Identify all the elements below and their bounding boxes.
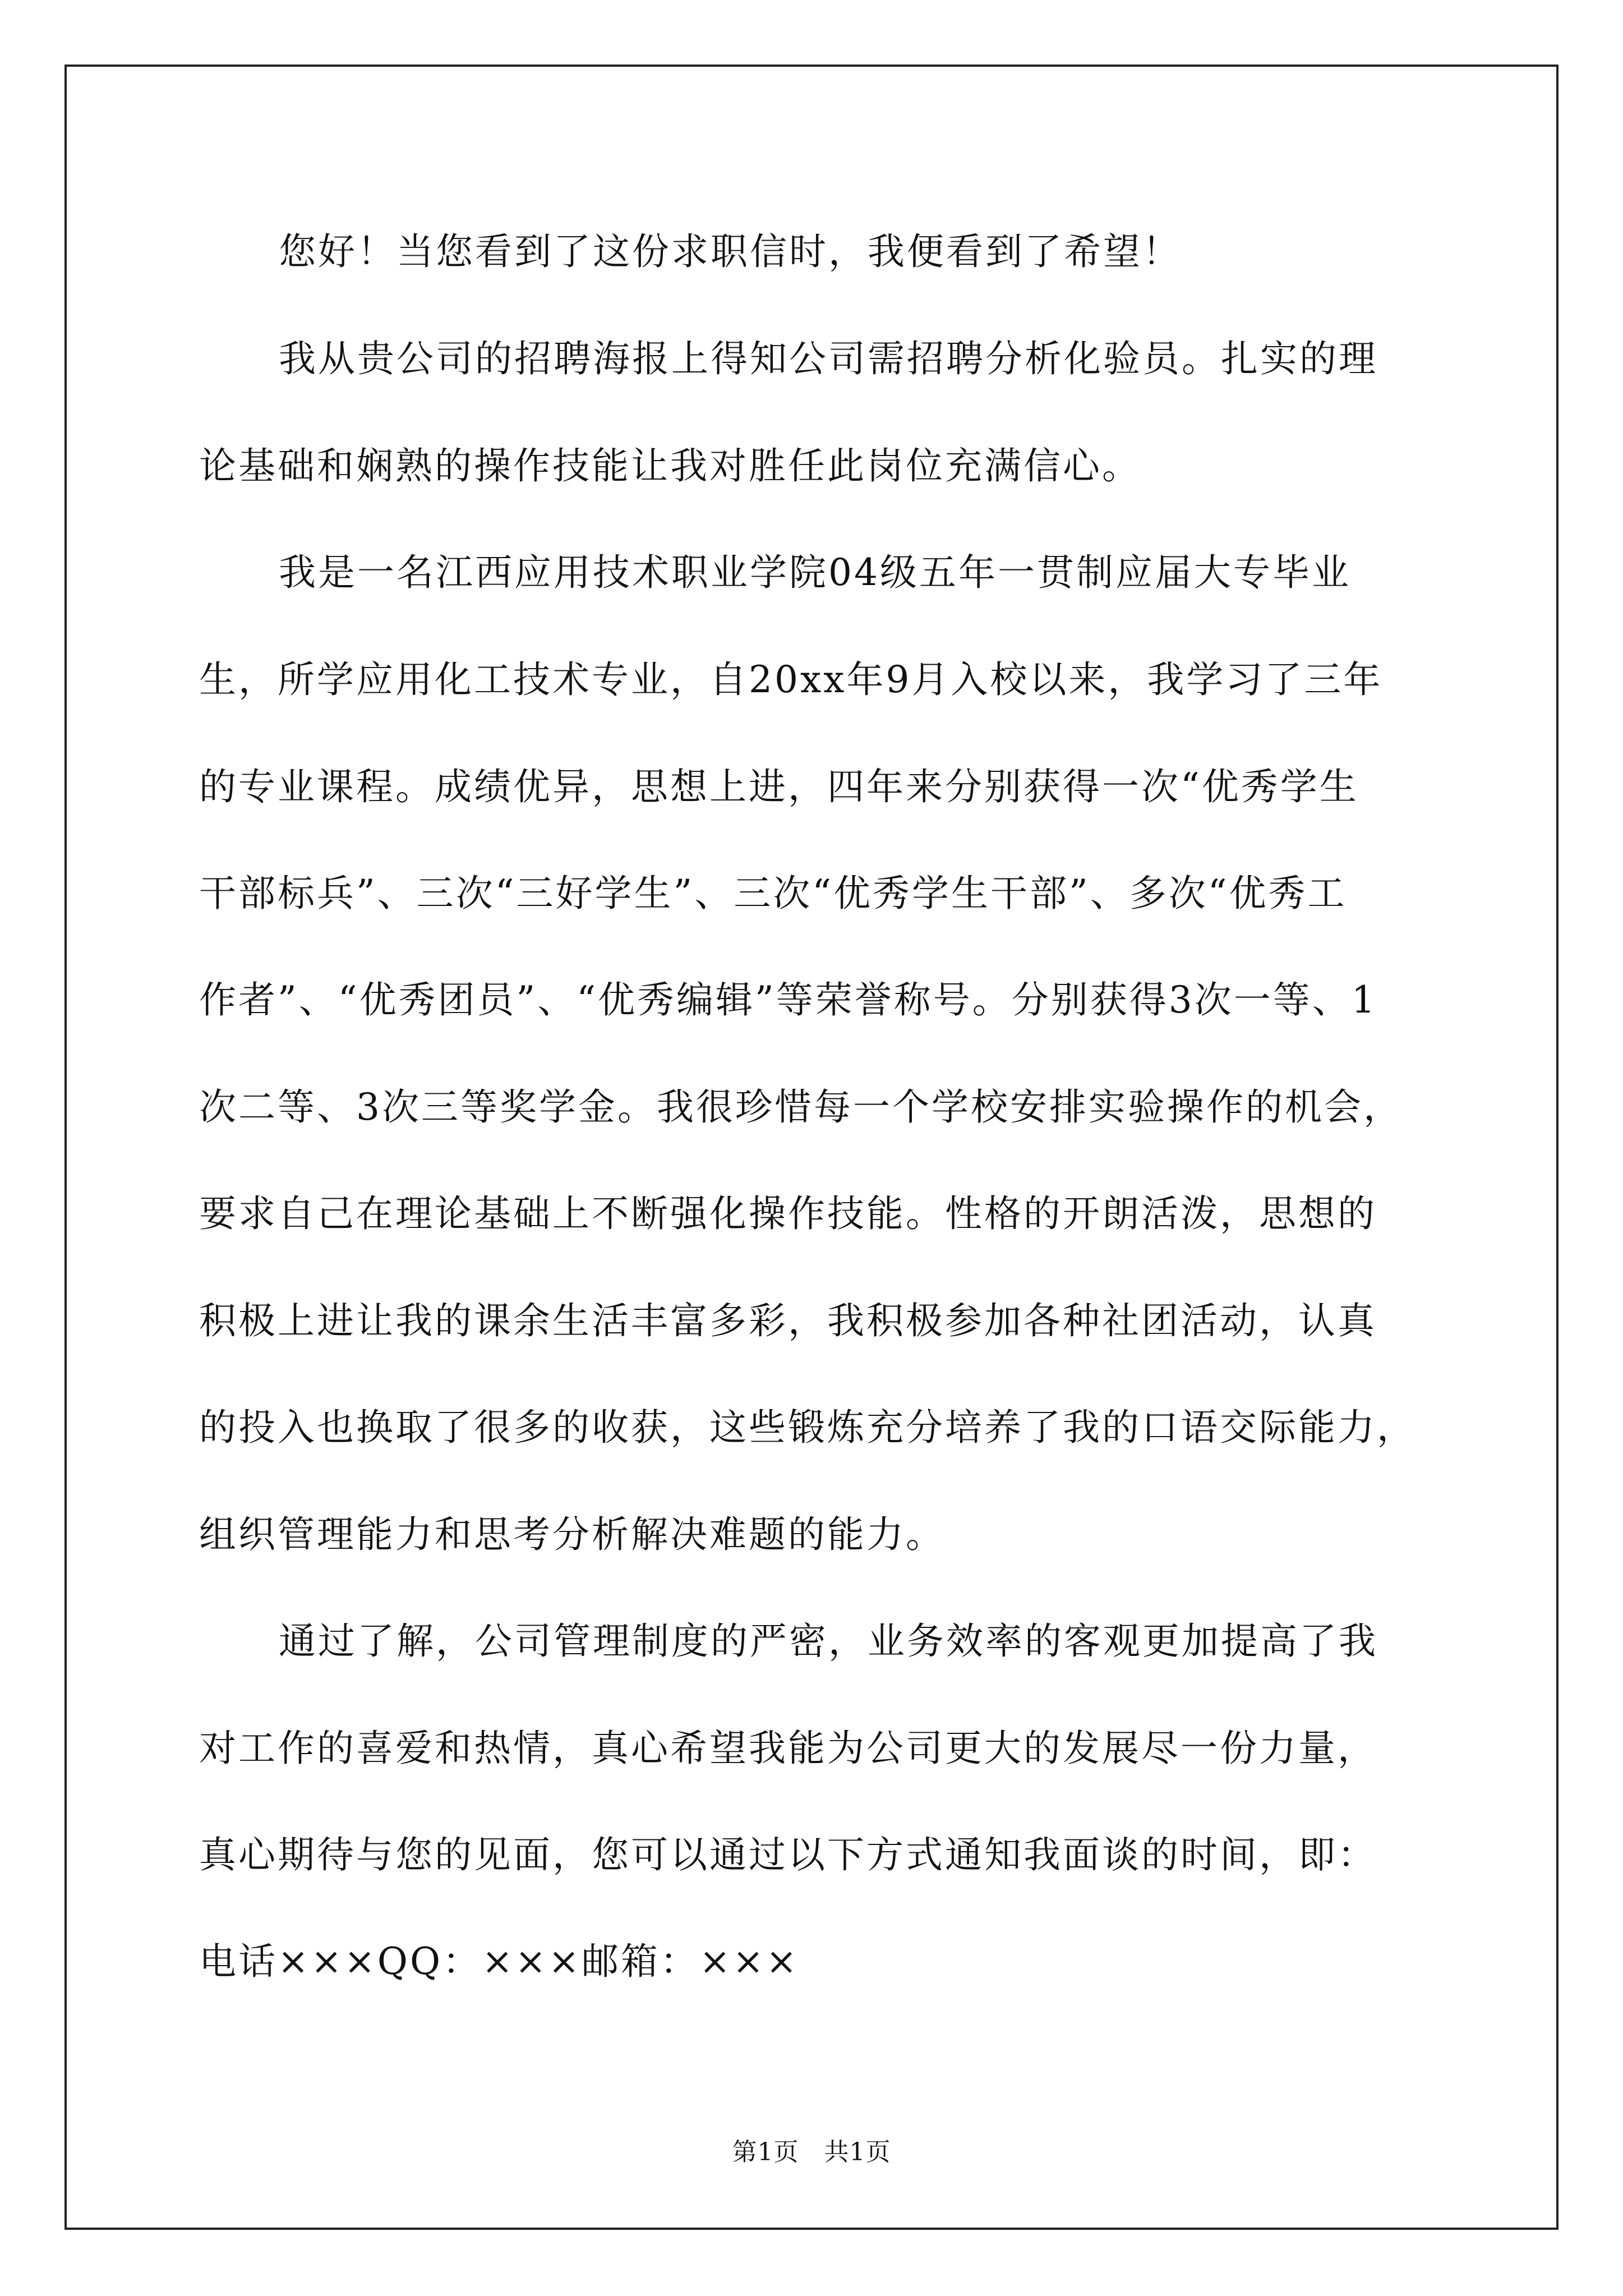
paragraph-2-line-6: 次二等、3次三等奖学金。我很珍惜每一个学校安排实验操作的机会， [199,1085,1403,1129]
paragraph-2-line-8: 积极上进让我的课余生活丰富多彩，我积极参加各种社团活动，认真 [199,1299,1377,1342]
page-border [64,65,1559,2230]
greeting-line: 您好！当您看到了这份求职信时，我便看到了希望！ [279,230,1182,273]
page-footer: 第1页 共1页 [732,2138,891,2166]
paragraph-3-line-3: 真心期待与您的见面，您可以通过以下方式通知我面谈的时间，即： [199,1833,1377,1876]
contact-line: 电话×××QQ：×××邮箱：××× [199,1940,799,1983]
paragraph-2-line-3: 的专业课程。成绩优异，思想上进，四年来分别获得一次“优秀学生 [199,765,1359,808]
paragraph-2-line-4: 干部标兵”、三次“三好学生”、三次“优秀学生干部”、多次“优秀工 [199,872,1347,915]
paragraph-1-line-1: 我从贵公司的招聘海报上得知公司需招聘分析化验员。扎实的理 [279,337,1378,380]
paragraph-2-line-5: 作者”、“优秀团员”、“优秀编辑”等荣誉称号。分别获得3次一等、1 [199,978,1377,1022]
paragraph-2-line-9: 的投入也换取了很多的收获，这些锻炼充分培养了我的口语交际能力， [199,1406,1416,1449]
paragraph-2-line-10: 组织管理能力和思考分析解决难题的能力。 [199,1513,945,1556]
paragraph-1-line-2: 论基础和娴熟的操作技能让我对胜任此岗位充满信心。 [199,444,1141,487]
paragraph-3-line-2: 对工作的喜爱和热情，真心希望我能为公司更大的发展尽一份力量， [199,1727,1377,1770]
paragraph-2-line-1: 我是一名江西应用技术职业学院04级五年一贯制应届大专毕业 [279,551,1351,594]
paragraph-2-line-2: 生，所学应用化工技术专业，自20xx年9月入校以来，我学习了三年 [199,658,1383,701]
paragraph-2-line-7: 要求自己在理论基础上不断强化操作技能。性格的开朗活泼，思想的 [199,1192,1377,1235]
paragraph-3-line-1: 通过了解，公司管理制度的严密，业务效率的客观更加提高了我 [279,1619,1378,1663]
